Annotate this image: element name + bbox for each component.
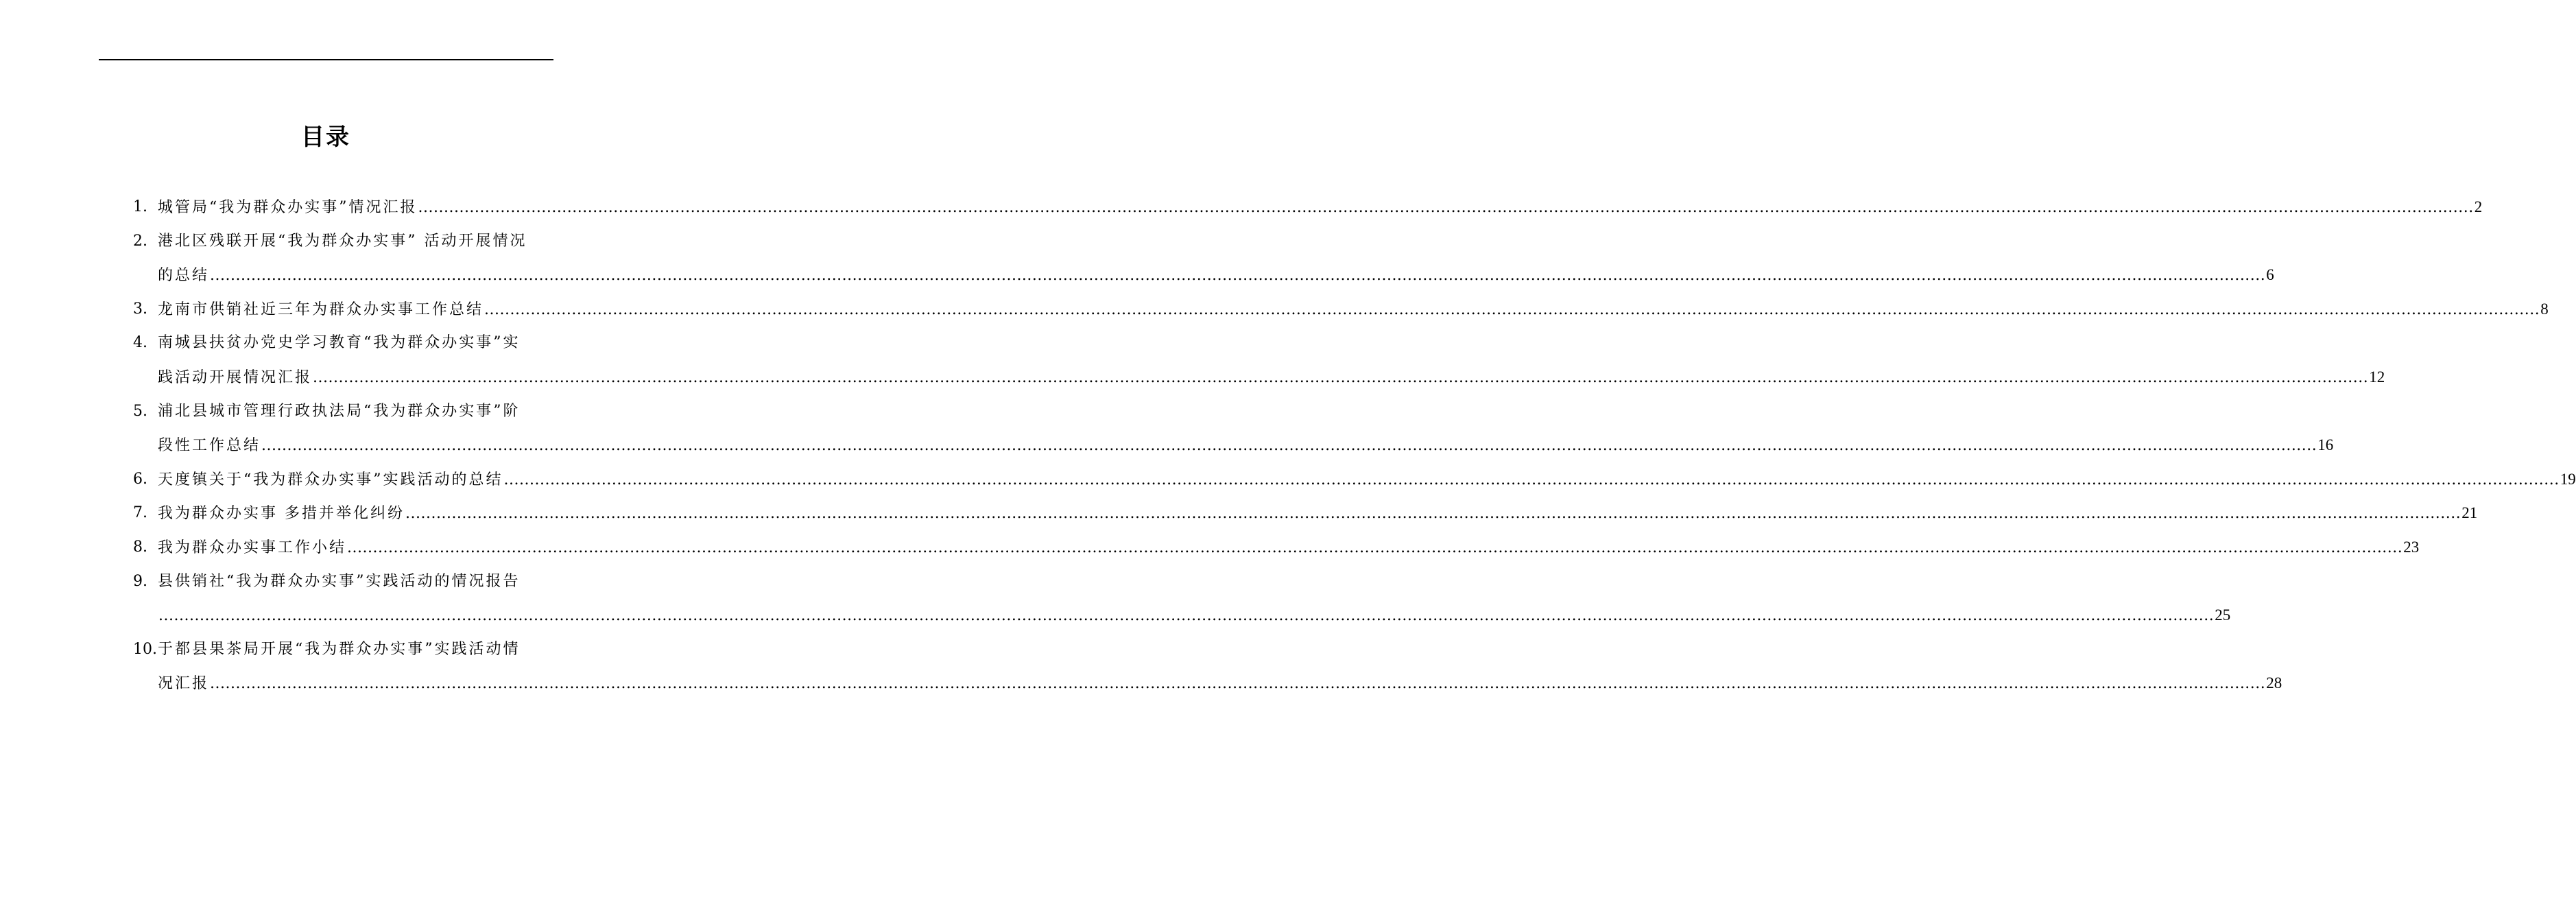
toc-line (133, 258, 2274, 292)
toc-dot-leader: ................................................................................................................................................................................................................................................................................................................................................................................................................ (347, 539, 2403, 556)
toc-entry[interactable] (133, 530, 2420, 565)
toc-line (133, 360, 2385, 394)
toc-entry-title: 城管局“我为群众办实事”情况汇报 (158, 199, 418, 216)
toc-line (133, 666, 2282, 700)
toc-line (133, 292, 2549, 327)
toc-entry[interactable] (133, 292, 2549, 327)
toc-dot-leader: ................................................................................................................................................................................................................................................................................................................................................................................................................ (484, 300, 2540, 318)
toc-leader-row (158, 666, 2282, 701)
toc-entry-number: 9. (133, 572, 147, 590)
toc-entry-title: 我为群众办实事工作小结 (158, 539, 347, 556)
toc-page-number: 23 (2403, 538, 2420, 556)
toc-entry-title: 的总结 (158, 267, 210, 285)
toc-line (133, 394, 553, 429)
toc-line (133, 190, 2483, 224)
toc-line (133, 496, 2478, 530)
toc-page-number: 16 (2317, 436, 2334, 454)
toc-line (133, 428, 2334, 462)
toc-page-number: 12 (2369, 368, 2385, 386)
toc-line (133, 565, 553, 599)
toc-entry-title: 龙南市供销社近三年为群众办实事工作总结 (158, 300, 484, 318)
toc-line (133, 326, 553, 360)
toc-entry[interactable] (133, 190, 2483, 224)
toc-entry-title: 况汇报 (158, 675, 210, 693)
toc-dot-leader: ................................................................................................................................................................................................................................................................................................................................................................................................................ (313, 368, 2369, 386)
page-title: 目录 (301, 123, 350, 151)
toc-leader-row (158, 598, 2231, 633)
toc-dot-leader: ................................................................................................................................................................................................................................................................................................................................................................................................................ (261, 437, 2317, 455)
toc-leader-row (158, 462, 2576, 497)
toc-entry-title: 港北区残联开展“我为群众办实事” 活动开展情况 (158, 232, 527, 250)
toc-entry-number: 8. (133, 538, 147, 556)
toc-entry-title: 南城县扶贫办党史学习教育“我为群众办实事”实 (158, 334, 521, 352)
toc-leader-row (158, 360, 2385, 395)
toc-line (133, 224, 553, 259)
toc-page-number: 8 (2540, 300, 2549, 318)
toc-entry[interactable] (133, 326, 2385, 394)
toc-entry[interactable] (133, 462, 2576, 497)
toc-entry-number: 4. (133, 334, 147, 352)
table-of-contents (133, 190, 2576, 700)
toc-line (133, 633, 553, 667)
toc-entry[interactable] (133, 565, 2231, 633)
toc-page-number: 19 (2560, 470, 2576, 488)
toc-entry[interactable] (133, 394, 2334, 462)
toc-entry-number: 6. (133, 470, 147, 488)
toc-entry-title: 县供销社“我为群众办实事”实践活动的情况报告 (158, 572, 521, 590)
toc-dot-leader: ................................................................................................................................................................................................................................................................................................................................................................................................................ (158, 607, 2215, 625)
toc-entry-number: 3. (133, 300, 147, 318)
toc-leader-row (158, 258, 2274, 293)
toc-leader-row (158, 190, 2483, 225)
toc-page-number: 28 (2266, 674, 2282, 692)
toc-entry-title: 践活动开展情况汇报 (158, 368, 313, 386)
toc-line (133, 598, 2231, 633)
toc-page-number: 6 (2266, 266, 2274, 284)
toc-dot-leader: ................................................................................................................................................................................................................................................................................................................................................................................................................ (418, 199, 2474, 216)
toc-dot-leader: ................................................................................................................................................................................................................................................................................................................................................................................................................ (503, 471, 2560, 488)
toc-leader-row (158, 496, 2478, 531)
toc-page-number: 2 (2474, 198, 2483, 215)
toc-entry-number: 7. (133, 504, 147, 522)
toc-page-number: 21 (2461, 504, 2478, 522)
toc-entry-number: 1. (133, 198, 147, 215)
header-rule (99, 59, 553, 60)
toc-dot-leader: ................................................................................................................................................................................................................................................................................................................................................................................................................ (405, 505, 2461, 523)
toc-line (133, 462, 2576, 497)
toc-entry-title: 浦北县城市管理行政执法局“我为群众办实事”阶 (158, 402, 521, 420)
toc-line (133, 530, 2420, 565)
toc-entry-number: 10. (133, 640, 157, 658)
toc-entry-number: 5. (133, 402, 147, 420)
toc-entry[interactable] (133, 633, 2282, 700)
toc-entry[interactable] (133, 224, 2274, 292)
toc-entry-title: 于都县果茶局开展“我为群众办实事”实践活动情 (158, 640, 521, 658)
toc-entry-title: 段性工作总结 (158, 437, 261, 455)
toc-leader-row (158, 530, 2420, 565)
toc-entry[interactable] (133, 496, 2478, 530)
toc-entry-title: 我为群众办实事 多措并举化纠纷 (158, 505, 405, 523)
toc-page-number: 25 (2215, 606, 2231, 624)
toc-entry-number: 2. (133, 232, 147, 250)
toc-leader-row (158, 428, 2334, 463)
toc-entry-title: 天度镇关于“我为群众办实事”实践活动的总结 (158, 471, 503, 488)
toc-leader-row (158, 292, 2549, 327)
toc-dot-leader: ................................................................................................................................................................................................................................................................................................................................................................................................................ (210, 267, 2266, 285)
toc-dot-leader: ................................................................................................................................................................................................................................................................................................................................................................................................................ (210, 675, 2266, 693)
